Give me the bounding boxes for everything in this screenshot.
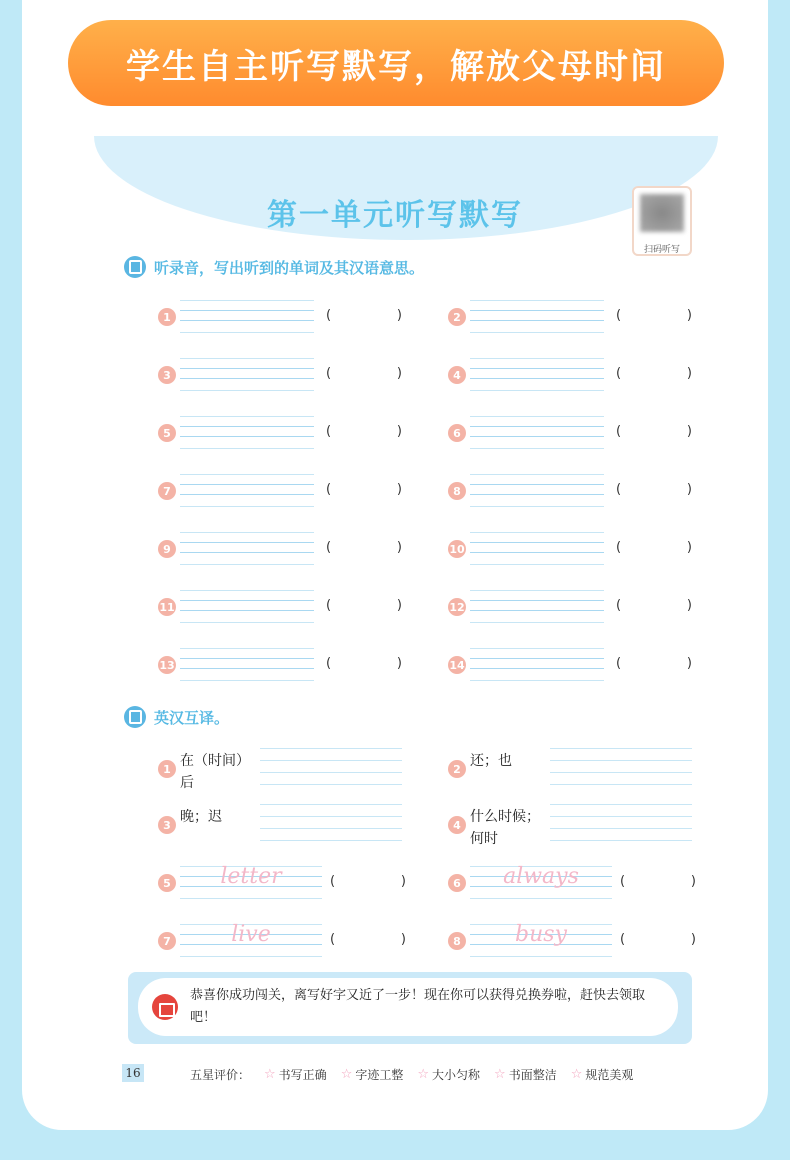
writing-lines[interactable] [180, 352, 314, 396]
dictation-item [158, 294, 428, 344]
meaning-blank[interactable] [620, 932, 696, 947]
dictation-item [158, 352, 428, 402]
gift-icon [152, 994, 178, 1020]
item-number: 3 [158, 816, 176, 834]
meaning-blank[interactable] [616, 540, 692, 555]
paren-close: ) [686, 308, 692, 323]
meaning-blank[interactable] [616, 424, 692, 439]
writing-lines[interactable] [470, 584, 604, 628]
paren-open: ( [616, 308, 622, 323]
paren-open: ( [326, 366, 332, 381]
paren-close: ) [686, 482, 692, 497]
writing-lines[interactable] [470, 352, 604, 396]
item-number: 13 [158, 656, 176, 674]
paren-open: ( [326, 540, 332, 555]
item-number: 8 [448, 482, 466, 500]
dictation-item [158, 584, 428, 634]
english-tracing-word: letter [220, 864, 282, 889]
translate-item [448, 860, 738, 916]
item-number: 11 [158, 598, 176, 616]
paren-open: ( [616, 540, 622, 555]
english-tracing-word: live [231, 922, 271, 947]
meaning-blank[interactable] [326, 366, 402, 381]
translate-item [448, 802, 738, 858]
writing-lines[interactable] [180, 468, 314, 512]
item-number: 14 [448, 656, 466, 674]
meaning-blank[interactable] [616, 656, 692, 671]
writing-lines[interactable] [550, 746, 692, 796]
item-number: 5 [158, 424, 176, 442]
item-number: 2 [448, 308, 466, 326]
chinese-prompt: 还；也 [470, 753, 512, 769]
rating-label: 五星评价： [190, 1068, 251, 1082]
meaning-blank[interactable] [616, 482, 692, 497]
section2-instruction: 英汉互译。 [154, 708, 230, 727]
dictation-item [448, 642, 718, 692]
rating-item-label: 大小匀称 [432, 1068, 481, 1082]
rating-item-label: 规范美观 [585, 1068, 634, 1082]
page-number: 16 [122, 1064, 144, 1082]
chinese-prompt: 在（时间）后 [180, 753, 250, 791]
paren-open: ( [326, 598, 332, 613]
paren-close: ) [686, 540, 692, 555]
paren-open: ( [330, 874, 336, 889]
writing-lines[interactable] [470, 294, 604, 338]
paren-open: ( [616, 366, 622, 381]
item-number: 10 [448, 540, 466, 558]
writing-lines[interactable] [180, 584, 314, 628]
meaning-blank[interactable] [326, 598, 402, 613]
section1-heading [124, 256, 424, 278]
rating-item-label: 字迹工整 [355, 1068, 404, 1082]
item-number: 7 [158, 932, 176, 950]
writing-lines[interactable] [260, 802, 402, 852]
paren-close: ) [396, 366, 402, 381]
dictation-item [448, 526, 718, 576]
banner-title: 学生自主听写默写，解放父母时间 [126, 46, 666, 87]
paren-close: ) [686, 366, 692, 381]
paren-close: ) [396, 424, 402, 439]
section1-instruction: 听录音，写出听到的单词及其汉语意思。 [154, 258, 425, 277]
paren-close: ) [396, 482, 402, 497]
writing-lines[interactable] [550, 802, 692, 852]
item-number: 4 [448, 816, 466, 834]
item-number: 8 [448, 932, 466, 950]
paren-open: ( [620, 874, 626, 889]
star-rating [190, 1066, 633, 1083]
qr-code-icon [640, 194, 684, 232]
writing-lines[interactable] [260, 746, 402, 796]
paren-open: ( [326, 308, 332, 323]
dictation-item [448, 352, 718, 402]
paren-close: ) [396, 308, 402, 323]
writing-lines[interactable] [180, 526, 314, 570]
meaning-blank[interactable] [620, 874, 696, 889]
rating-item-label: 书写正确 [278, 1068, 327, 1082]
paren-close: ) [400, 874, 406, 889]
star-icon[interactable]: ☆ [340, 1067, 353, 1082]
english-tracing-word: always [503, 864, 579, 889]
paren-open: ( [620, 932, 626, 947]
paren-close: ) [686, 424, 692, 439]
edit-icon [124, 706, 146, 728]
meaning-blank[interactable] [616, 308, 692, 323]
meaning-blank[interactable] [326, 482, 402, 497]
star-icon[interactable]: ☆ [570, 1067, 583, 1082]
paren-open: ( [616, 424, 622, 439]
item-number: 1 [158, 308, 176, 326]
paren-open: ( [330, 932, 336, 947]
item-number: 5 [158, 874, 176, 892]
paren-open: ( [326, 424, 332, 439]
translate-item [448, 746, 738, 802]
dictation-item [158, 642, 428, 692]
paren-close: ) [690, 932, 696, 947]
translate-item [158, 860, 448, 916]
paren-close: ) [690, 874, 696, 889]
paren-close: ) [396, 656, 402, 671]
rating-item-label: 书面整洁 [508, 1068, 557, 1082]
item-number: 9 [158, 540, 176, 558]
page-title: 第一单元听写默写 [267, 198, 523, 233]
congrats-box [128, 972, 692, 1044]
paren-close: ) [400, 932, 406, 947]
dictation-item [158, 410, 428, 460]
translate-item [448, 918, 738, 974]
item-number: 2 [448, 760, 466, 778]
translate-item [158, 746, 448, 802]
congrats-message: 恭喜你成功闯关，离写好字又近了一步！现在你可以获得兑换券啦，赶快去领取吧！ [190, 988, 646, 1025]
meaning-blank[interactable] [326, 540, 402, 555]
item-number: 3 [158, 366, 176, 384]
meaning-blank[interactable] [330, 932, 406, 947]
paren-open: ( [616, 482, 622, 497]
item-number: 4 [448, 366, 466, 384]
paren-open: ( [616, 656, 622, 671]
edit-icon [124, 256, 146, 278]
dictation-item [448, 294, 718, 344]
chinese-prompt: 晚；迟 [180, 809, 222, 825]
qr-code-card[interactable] [632, 186, 692, 256]
dictation-item [158, 468, 428, 518]
dictation-item [448, 410, 718, 460]
star-icon[interactable]: ☆ [264, 1067, 276, 1082]
section2-heading [124, 706, 229, 728]
paren-open: ( [326, 656, 332, 671]
star-icon[interactable]: ☆ [494, 1067, 506, 1082]
writing-lines[interactable] [470, 642, 604, 686]
chinese-prompt: 什么时候；何时 [470, 809, 540, 847]
item-number: 6 [448, 874, 466, 892]
writing-lines[interactable] [180, 410, 314, 454]
english-tracing-word: busy [515, 922, 567, 947]
writing-lines[interactable] [180, 642, 314, 686]
writing-lines[interactable] [470, 410, 604, 454]
paren-open: ( [616, 598, 622, 613]
qr-label: 扫码听写 [643, 245, 680, 255]
translate-item [158, 802, 448, 858]
meaning-blank[interactable] [616, 366, 692, 381]
item-number: 12 [448, 598, 466, 616]
writing-lines[interactable] [470, 468, 604, 512]
translate-item [158, 918, 448, 974]
paren-close: ) [396, 598, 402, 613]
item-number: 7 [158, 482, 176, 500]
meaning-blank[interactable] [330, 874, 406, 889]
item-number: 1 [158, 760, 176, 778]
writing-lines[interactable] [470, 526, 604, 570]
meaning-blank[interactable] [326, 424, 402, 439]
paren-open: ( [326, 482, 332, 497]
meaning-blank[interactable] [616, 598, 692, 613]
paren-close: ) [396, 540, 402, 555]
meaning-blank[interactable] [326, 656, 402, 671]
dictation-item [448, 468, 718, 518]
dictation-item [158, 526, 428, 576]
star-icon[interactable]: ☆ [417, 1067, 430, 1082]
paren-close: ) [686, 656, 692, 671]
congrats-inner [138, 978, 678, 1036]
paren-close: ) [686, 598, 692, 613]
header-banner [68, 20, 724, 106]
meaning-blank[interactable] [326, 308, 402, 323]
item-number: 6 [448, 424, 466, 442]
dictation-item [448, 584, 718, 634]
writing-lines[interactable] [180, 294, 314, 338]
